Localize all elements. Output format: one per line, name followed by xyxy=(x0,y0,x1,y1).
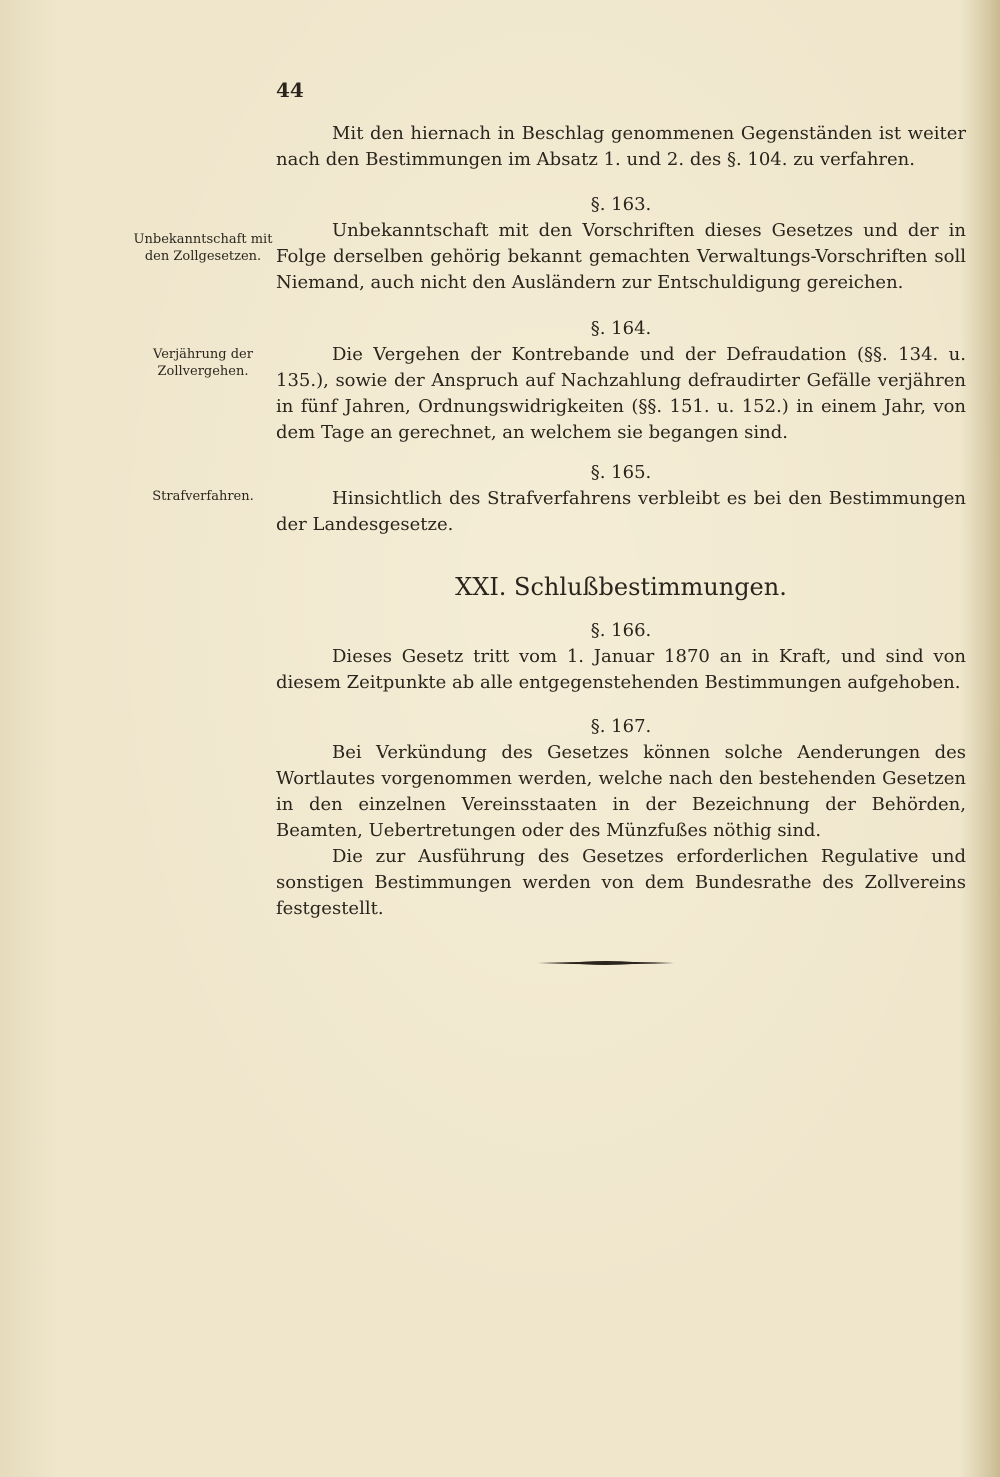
section-167 xyxy=(276,714,966,922)
section-166 xyxy=(276,618,966,696)
margin-note-strafverfahren: Strafverfahren. xyxy=(152,489,254,504)
closing-rule-ornament xyxy=(538,958,674,968)
section-164 xyxy=(276,316,966,446)
section-166-heading: §. 166. xyxy=(590,620,652,641)
section-163-heading: §. 163. xyxy=(590,194,652,215)
section-165-heading: §. 165. xyxy=(590,462,652,483)
section-167-text-1: Bei Verkündung des Gesetzes können solche Aenderungen des Wortlautes vorgenommen werden, welche nach den bestehenden Gesetzen in den einzelnen Vereinsstaaten in der Bezeichnung der Behörden, Beamten, Uebertretungen oder des Münzfußes nöthig sind. xyxy=(276,742,966,841)
section-167-heading: §. 167. xyxy=(590,716,652,737)
intro-paragraph: Mit den hiernach in Beschlag genommenen Gegenständen ist weiter nach den Bestimmungen im Absatz 1. und 2. des §. 104. zu verfahren. xyxy=(276,123,966,170)
section-163-text: Unbekanntschaft mit den Vorschriften dieses Gesetzes und der in Folge derselben gehörig bekannt gemachten Verwaltungs-Vorschriften soll Niemand, auch nicht den Ausländern zur Entschuldigung gereichen. xyxy=(276,220,966,293)
section-165 xyxy=(276,460,966,538)
section-165-text: Hinsichtlich des Strafverfahrens verbleibt es bei den Bestimmungen der Landesgesetze. xyxy=(276,488,966,535)
chapter-title: XXI. Schlußbestimmungen. xyxy=(455,573,787,601)
section-164-heading: §. 164. xyxy=(590,318,652,339)
intro-section xyxy=(276,121,966,173)
section-167-text-2: Die zur Ausführung des Gesetzes erforderlichen Regulative und sonstigen Bestimmungen werden von dem Bundesrathe des Zollvereins festgestellt. xyxy=(276,846,966,919)
section-166-text: Dieses Gesetz tritt vom 1. Januar 1870 an in Kraft, und sind von diesem Zeitpunkte ab alle entgegenstehenden Bestimmungen aufgehoben. xyxy=(276,646,966,693)
margin-note-verjaehrung: Verjährung der Zollvergehen. xyxy=(153,347,253,379)
page-number: 44 xyxy=(276,78,304,102)
margin-note-unbekanntschaft: Unbekanntschaft mit den Zollgesetzen. xyxy=(133,232,273,264)
section-163 xyxy=(276,192,966,296)
section-164-text: Die Vergehen der Kontrebande und der Defraudation (§§. 134. u. 135.), sowie der Anspruch auf Nachzahlung defraudirter Gefälle verjähren in fünf Jahren, Ordnungswidrigkeiten (§§. 151. u. 152.) in einem Jahr, von dem Tage an gerechnet, an welchem sie begangen sind. xyxy=(276,344,966,443)
